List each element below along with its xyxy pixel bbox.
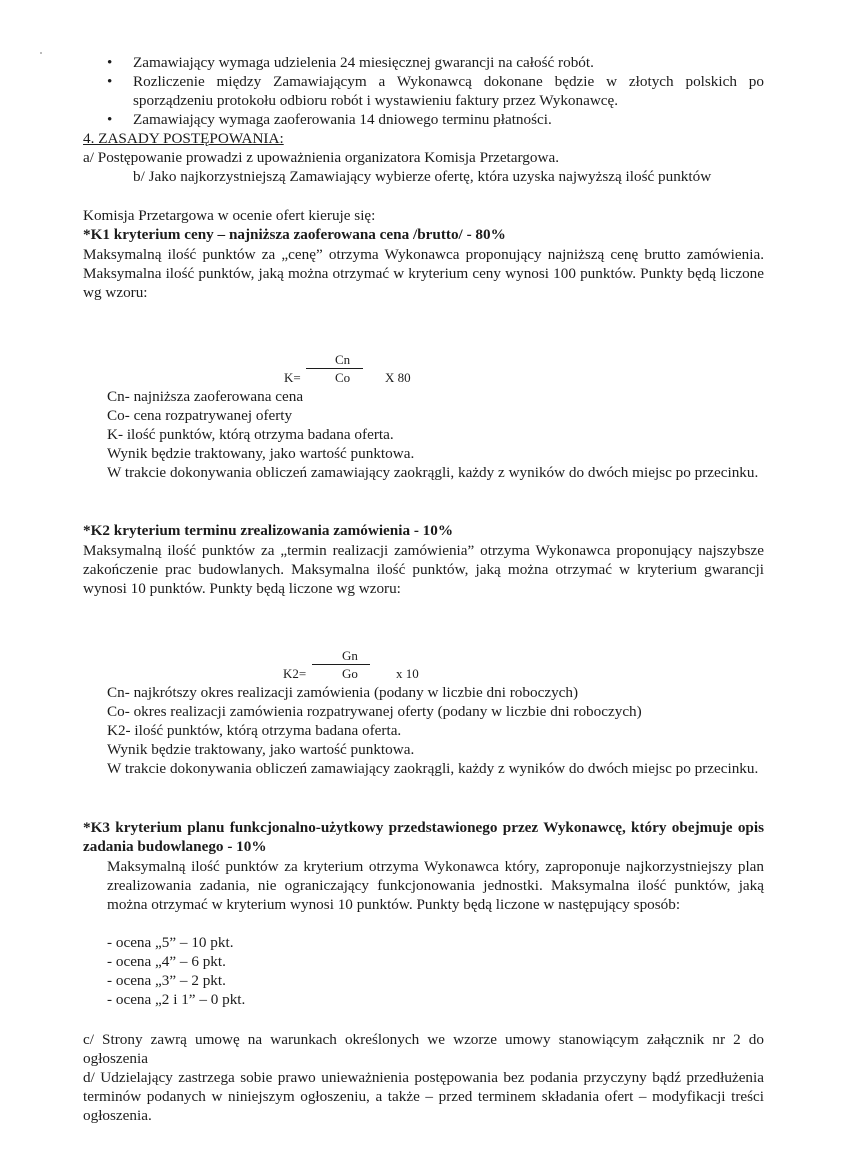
k3-scores — [107, 933, 245, 1009]
bullet-item: • Zamawiający wymaga udzielenia 24 miesięcznej gwarancji na całość robót. — [107, 54, 594, 71]
legend-line: Co- okres realizacji zamówienia rozpatrywanej oferty (podany w liczbie dni roboczych) — [107, 703, 642, 720]
k2-title: *K2 kryterium terminu zrealizowania zamówienia - 10% — [83, 522, 454, 539]
k3-text: Maksymalną ilość punktów za kryterium otrzyma Wykonawca który, zaproponuje najkorzystniejszy plan zrealizowania zadania, nie ograniczający funkcjonowania jednostki. Maksymalna ilość punktów, jaką można otrzymać w kryterium wynosi 10 punktów. Punkty będą liczone w następujący sposób: — [107, 858, 764, 913]
scan-mark — [40, 52, 42, 54]
bullet-dot: • — [107, 54, 113, 71]
bullet-list — [107, 53, 764, 129]
score-line: - ocena „4” – 6 pkt. — [107, 953, 226, 970]
k1-formula — [280, 350, 430, 390]
formula-multiplier: X 80 — [385, 370, 411, 385]
k1-legend — [107, 387, 765, 482]
legend-line: Cn- najkrótszy okres realizacji zamówienia (podany w liczbie dni roboczych) — [107, 684, 579, 701]
bullet-item: • Rozliczenie między Zamawiającym a Wykonawcą dokonane będzie w złotych polskich po sporządzeniu protokołu odbioru robót i wystawieniu faktury przez Wykonawcę. — [107, 73, 764, 109]
k2-formula — [280, 646, 430, 686]
item-b: b/ Jako najkorzystniejszą Zamawiający wybierze ofertę, która uzyska najwyższą ilość punktów — [133, 168, 712, 185]
score-line: - ocena „5” – 10 pkt. — [107, 934, 234, 951]
bullet-dot: • — [107, 73, 113, 90]
formula-lhs: K2= — [283, 666, 307, 681]
score-line: - ocena „2 i 1” – 0 pkt. — [107, 991, 246, 1008]
formula-lhs: K= — [284, 370, 301, 385]
item-c: c/ Strony zawrą umowę na warunkach określonych we wzorze umowy stanowiącym załącznik nr 2 do ogłoszenia — [83, 1031, 764, 1067]
item-a: a/ Postępowanie prowadzi z upoważnienia organizatora Komisja Przetargowa. — [83, 149, 559, 166]
bullet-item: • Zamawiający wymaga zaoferowania 14 dniowego terminu płatności. — [107, 111, 552, 128]
section-heading: 4. ZASADY POSTĘPOWANIA: — [83, 130, 284, 147]
legend-line: W trakcie dokonywania obliczeń zamawiający zaokrągli, każdy z wyników do dwóch miejsc po przecinku. — [107, 760, 759, 777]
k2-legend — [107, 683, 765, 778]
legend-line: Wynik będzie traktowany, jako wartość punktowa. — [107, 741, 415, 758]
commission-intro: Komisja Przetargowa w ocenie ofert kieruje się: — [83, 207, 376, 224]
legend-line: Co- cena rozpatrywanej oferty — [107, 407, 293, 424]
fraction-bar — [306, 368, 363, 369]
fraction-bar — [312, 664, 370, 665]
formula-numerator: Cn — [335, 352, 351, 367]
k2-text: Maksymalną ilość punktów za „termin realizacji zamówienia” otrzyma Wykonawca proponujący najszybsze zakończenie prac budowlanych. Maksymalna ilość punktów, jaką można otrzymać w kryterium gwarancji wynosi 10 punktów. Punkty będą liczone wg wzoru: — [83, 542, 764, 597]
legend-line: Cn- najniższa zaoferowana cena — [107, 388, 304, 405]
bullet-dot: • — [107, 111, 113, 128]
formula-denominator: Go — [342, 666, 358, 681]
score-line: - ocena „3” – 2 pkt. — [107, 972, 226, 989]
k3-title: *K3 kryterium planu funkcjonalno-użytkowy przedstawionego przez Wykonawcę, który obejmuje opis zadania budowlanego - 10% — [83, 819, 764, 855]
legend-line: Wynik będzie traktowany, jako wartość punktowa. — [107, 445, 415, 462]
formula-multiplier: x 10 — [396, 666, 419, 681]
item-d: d/ Udzielający zastrzega sobie prawo unieważnienia postępowania bez podania przyczyny bądź przedłużenia terminów podanych w niniejszym ogłoszeniu, a także – przed terminem składania ofert – modyfikacji treści ogłoszenia. — [83, 1069, 764, 1124]
legend-line: K- ilość punktów, którą otrzyma badana oferta. — [107, 426, 394, 443]
k1-title: *K1 kryterium ceny – najniższa zaoferowana cena /brutto/ - 80% — [83, 226, 506, 243]
legend-line: W trakcie dokonywania obliczeń zamawiający zaokrągli, każdy z wyników do dwóch miejsc po przecinku. — [107, 464, 759, 481]
formula-denominator: Co — [335, 370, 351, 385]
legend-line: K2- ilość punktów, którą otrzyma badana oferta. — [107, 722, 402, 739]
formula-numerator: Gn — [342, 648, 358, 663]
k1-text: Maksymalną ilość punktów za „cenę” otrzyma Wykonawca proponujący najniższą cenę brutto zamówienia. Maksymalna ilość punktów, jaką można otrzymać w kryterium ceny wynosi 100 punktów. Punkty będą liczone wg wzoru: — [83, 246, 764, 301]
